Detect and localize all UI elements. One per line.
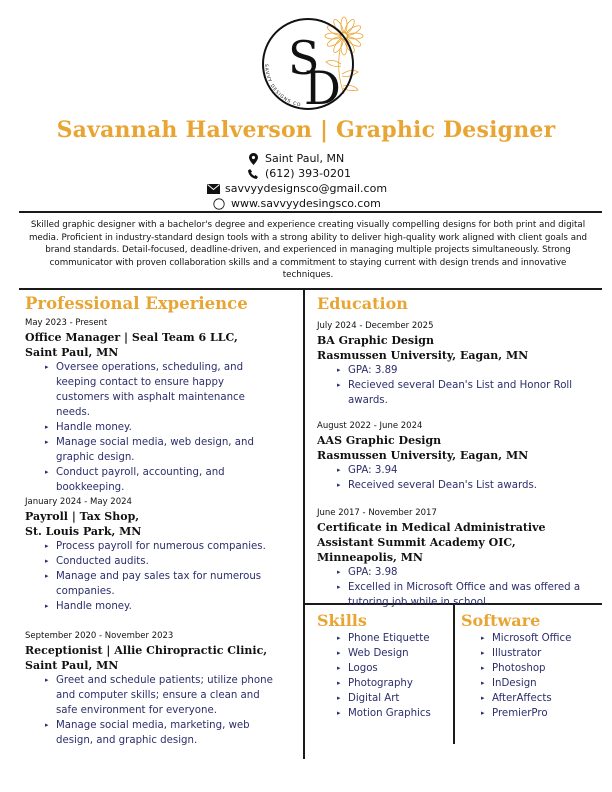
job-entry	[25, 497, 297, 614]
job-entry	[25, 631, 297, 748]
education-bullets	[317, 565, 582, 610]
list-item: ▸ Digital Art	[317, 691, 451, 706]
list-item: ▸ Web Design	[317, 646, 451, 661]
skills-heading: Skills	[317, 611, 367, 630]
list-item: ▸ GPA: 3.98	[317, 565, 582, 580]
website-row[interactable]	[212, 197, 381, 210]
job-title: Payroll | Tax Shop,	[25, 510, 140, 523]
logo-letter-d: D	[304, 61, 341, 115]
education-school: Rasmussen University, Eagan, MN	[317, 349, 529, 362]
list-item: ▸ Greet and schedule patients; utilize phone and computer skills; ensure a clean and safe environment for everyone.	[25, 673, 280, 718]
education-entry	[317, 421, 597, 493]
list-item: ▸ Received several Dean's List awards.	[317, 478, 582, 493]
website-link[interactable]: www.savvyydesingsco.com	[231, 197, 381, 210]
divider-top	[19, 211, 602, 213]
logo-letter-s: S	[288, 31, 320, 85]
job-dates: May 2023 - Present	[25, 318, 108, 328]
location-row	[246, 152, 344, 165]
job-dates: September 2020 - November 2023	[25, 631, 174, 641]
education-degree: AAS Graphic Design	[317, 434, 442, 447]
phone-icon	[246, 168, 260, 180]
education-dates: June 2017 - November 2017	[317, 508, 437, 518]
list-item: ▸ Handle money.	[25, 599, 275, 614]
education-degree: BA Graphic Design	[317, 334, 434, 347]
list-item: ▸ Illustrator	[461, 646, 601, 661]
list-item: ▸ AfterAffects	[461, 691, 601, 706]
education-bullets	[317, 363, 582, 408]
skills-list	[317, 631, 451, 721]
list-item: ▸ Logos	[317, 661, 451, 676]
job-dates: January 2024 - May 2024	[25, 497, 132, 507]
location-text: Saint Paul, MN	[265, 152, 345, 165]
education-degree: Certificate in Medical Administrative Assistant Summit Academy OIC, Minneapolis, MN	[317, 521, 546, 564]
education-heading: Education	[317, 294, 408, 313]
list-item: ▸ Process payroll for numerous companies.	[25, 539, 275, 554]
software-list	[461, 631, 601, 721]
logo	[240, 2, 380, 120]
email-row[interactable]	[206, 182, 387, 195]
list-item: ▸ GPA: 3.94	[317, 463, 582, 478]
list-item: ▸ Photography	[317, 676, 451, 691]
list-item: ▸ Photoshop	[461, 661, 601, 676]
list-item: ▸ Manage social media, marketing, web design, and graphic design.	[25, 718, 280, 748]
list-item: ▸ PremierPro	[461, 706, 601, 721]
education-entry	[317, 508, 597, 610]
column-divider	[303, 289, 305, 759]
page-title: Savannah Halverson | Graphic Designer	[56, 117, 556, 143]
list-item: ▸ Conducted audits.	[25, 554, 275, 569]
map-pin-icon	[246, 153, 260, 165]
list-item: ▸ InDesign	[461, 676, 601, 691]
list-item: ▸ Oversee operations, scheduling, and keeping contact to ensure happy customers with asphalt maintenance needs.	[25, 360, 275, 420]
phone-text: (612) 393-0201	[265, 167, 352, 180]
education-bullets	[317, 463, 582, 493]
email-link[interactable]: savvyydesignsco@gmail.com	[225, 182, 388, 195]
education-school: Rasmussen University, Eagan, MN	[317, 449, 529, 462]
experience-heading: Professional Experience	[25, 294, 248, 313]
software-heading: Software	[461, 611, 541, 630]
job-location: Saint Paul, MN	[25, 346, 119, 359]
list-item: ▸ Excelled in Microsoft Office and was offered a tutoring job while in school.	[317, 580, 582, 610]
job-title: Office Manager | Seal Team 6 LLC,	[25, 331, 238, 344]
list-item: ▸ Manage and pay sales tax for numerous companies.	[25, 569, 275, 599]
list-item: ▸ Conduct payroll, accounting, and bookkeeping.	[25, 465, 275, 495]
list-item: ▸ Motion Graphics	[317, 706, 451, 721]
education-dates: July 2024 - December 2025	[317, 321, 434, 331]
education-dates: August 2022 - June 2024	[317, 421, 423, 431]
job-bullets	[25, 673, 280, 748]
education-entry	[317, 321, 597, 408]
job-location: St. Louis Park, MN	[25, 525, 142, 538]
list-item: ▸ GPA: 3.89	[317, 363, 582, 378]
list-item: ▸ Manage social media, web design, and graphic design.	[25, 435, 275, 465]
skills-divider	[453, 604, 455, 744]
email-icon	[206, 183, 220, 195]
logo-ring-text: SAVVY DESIGNS CO	[262, 63, 302, 109]
summary-text: Skilled graphic designer with a bachelor's degree and experience creating visually compelling designs for both print and digital media. Proficient in industry-standard design tools with a strong ability to deliver high-quality work aligned with client goals and brand standards. Detail-focused, deadline-driven, and experienced in managing multiple projects simultaneously. Strong communicator with proven collaboration skills and a commitment to staying current with design trends and innovative techniques.	[28, 220, 588, 280]
job-bullets	[25, 360, 275, 495]
list-item: ▸ Recieved several Dean's List and Honor Roll awards.	[317, 378, 582, 408]
list-item: ▸ Handle money.	[25, 420, 275, 435]
phone-row	[246, 167, 351, 180]
job-bullets	[25, 539, 275, 614]
list-item: ▸ Phone Etiquette	[317, 631, 451, 646]
job-title: Receptionist | Allie Chiropractic Clinic,	[25, 644, 268, 657]
divider-summary	[19, 288, 602, 290]
job-location: Saint Paul, MN	[25, 659, 119, 672]
job-entry	[25, 318, 297, 495]
list-item: ▸ Microsoft Office	[461, 631, 601, 646]
globe-icon	[212, 198, 226, 210]
